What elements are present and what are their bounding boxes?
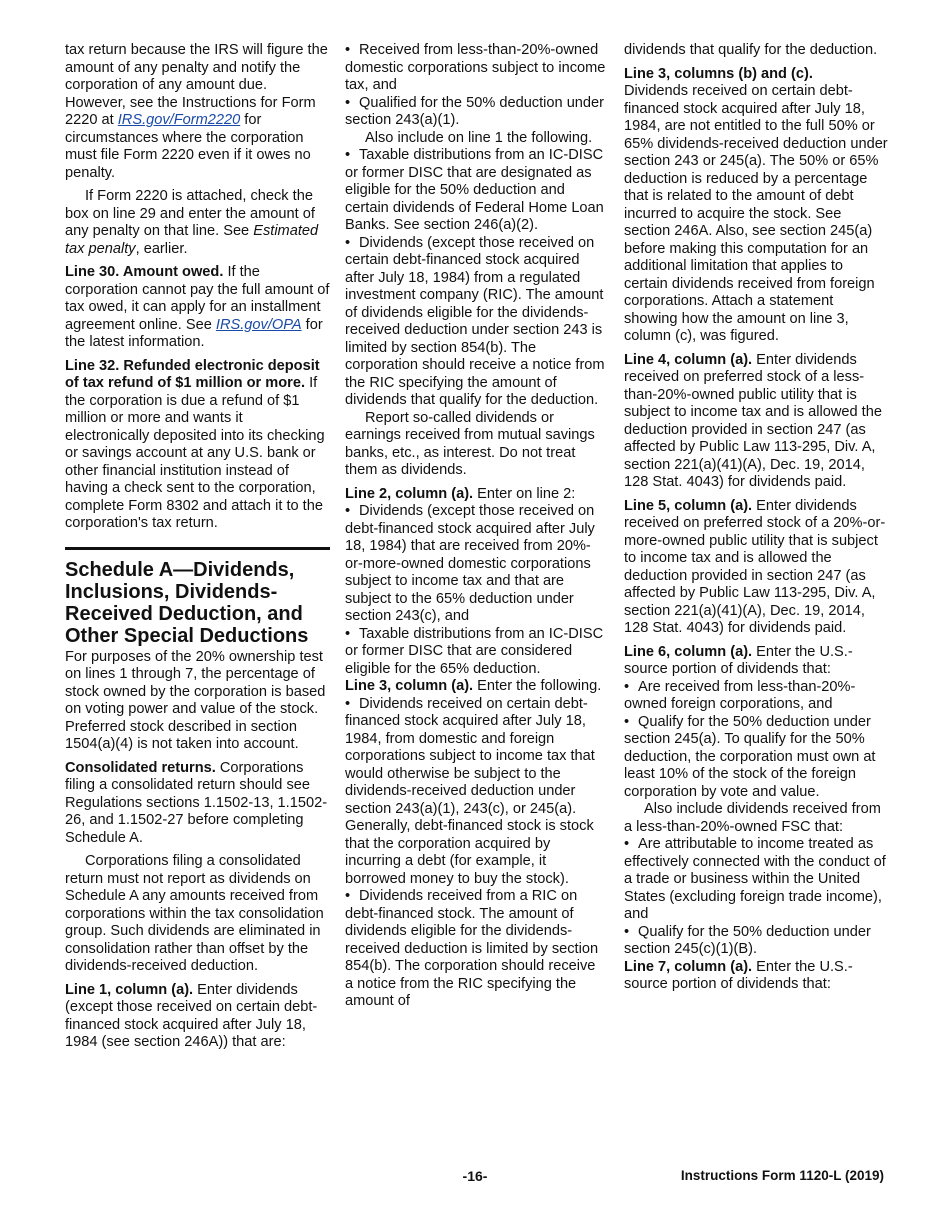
- penalty-paragraph: tax return because the IRS will figure the amount of any penalty and notify the corporation of any amount due. However, see the Instructions for Form 2220 at IRS.gov/Form2220 for circumstances where the corporation must file Form 2220 even if it owes no penalty.: [65, 42, 328, 181]
- line2-paragraph: Line 2, column (a). Enter on line 2:: [345, 485, 576, 502]
- bullet-item: • Dividends received on certain debt-financed stock acquired after July 18, 1984, from domestic and foreign corporations subject to income tax that would otherwise be subject to the dividends-received deduction under section 243(a)(1), 243(c), or 245(a). Generally, debt-financed stock is stock that the corporation acquired by incurring a debt (for example, it borrowed money to buy the stock).: [345, 695, 595, 887]
- bullet-item: • Dividends (except those received on certain debt-financed stock acquired after July 18, 1984) from a regulated investment company (RIC). The amount of dividends eligible for the dividends-received deduction under section 243 is limited by section 854(b). The corporation should receive a notice from the RIC specifying the amount of dividends that qualify for the deduction.: [345, 234, 605, 408]
- bullet-item: • Qualified for the 50% deduction under section 243(a)(1).: [345, 94, 605, 128]
- line7-paragraph: Line 7, column (a). Enter the U.S.-source portion of dividends that:: [624, 958, 853, 992]
- consolidated-heading: Consolidated returns.: [65, 759, 216, 776]
- line5-heading: Line 5, column (a).: [624, 497, 753, 514]
- report-paragraph: Report so-called dividends or earnings received from mutual savings banks, etc., as interest. Do not treat them as dividends.: [345, 409, 595, 478]
- column-2: [345, 42, 607, 1011]
- form2220-link[interactable]: IRS.gov/Form2220: [117, 112, 241, 128]
- line30-paragraph: Line 30. Amount owed. If the corporation cannot pay the full amount of tax owed, it can apply for an installment agreement online. See IRS.gov/OPA for the latest information.: [65, 264, 330, 350]
- line4-paragraph: Line 4, column (a). Enter dividends received on preferred stock of a less-than-20%-owned public utility that is subject to income tax and is allowed the deduction provided in section 247 (as affected by Public Law 113-295, Div. A, section 221(a)(41)(A), Dec. 19, 2014, 128 Stat. 4043) for dividends paid.: [624, 351, 882, 490]
- consolidated-paragraph-2: Corporations filing a consolidated return must not report as dividends on Schedule A any amounts received from corporations within the tax consolidation group. Such dividends are eliminated in consolidation rather than offset by the dividends-received deduction.: [65, 853, 324, 974]
- line3bc-heading: Line 3, columns (b) and (c).: [624, 65, 813, 82]
- line6-paragraph: Line 6, column (a). Enter the U.S.-source portion of dividends that:: [624, 643, 853, 677]
- line1-paragraph: Line 1, column (a). Enter dividends (except those received on certain debt-financed stock acquired after July 18, 1984 (see section 246A)) that are:: [65, 981, 318, 1050]
- line3-paragraph: Line 3, column (a). Enter the following.: [345, 678, 602, 694]
- line5-paragraph: Line 5, column (a). Enter dividends received on preferred stock of a 20%-or-more-owned public utility that is subject to income tax and is allowed the deduction provided in section 247 (as affected by Public Law 113-295, Div. A, section 221(a)(41)(A), Dec. 19, 2014, 128 Stat. 4043) for dividends paid.: [624, 497, 886, 636]
- line2-heading: Line 2, column (a).: [345, 485, 474, 502]
- schedule-a-intro: For purposes of the 20% ownership test on lines 1 through 7, the percentage of stock owned by the corporation is based on voting power and value of the stock. Preferred stock described in section 1504(a)(4) is not taken into account.: [65, 648, 326, 752]
- bullet-item: • Dividends received from a RIC on debt-financed stock. The amount of dividends eligible for the dividends-received deduction is limited by section 854(b). The corporation should receive a notice from the RIC specifying the amount of: [345, 888, 599, 1009]
- line3bc-paragraph: Line 3, columns (b) and (c). Dividends received on certain debt-financed stock acquired after July 18, 1984, are not entitled to the full 50% or 65% dividends-received deduction under section 243 or 245(a). The 50% or 65% deduction is reduced by a percentage that is related to the amount of debt incurred to acquire the stock. See section 246A. Also, see section 245(a) before making this computation for an additional limitation that applies to certain dividends received from foreign corporations. Attach a statement showing how the amount on line 3, column (c), was figured.: [624, 65, 888, 344]
- section-divider: [65, 547, 330, 550]
- line30-heading: Line 30. Amount owed.: [65, 264, 224, 280]
- bullet-item: • Dividends (except those received on debt-financed stock acquired after July 18, 1984) that are received from 20%-or-more-owned domestic corporations subject to income tax and that are subject to the 65% deduction under section 243(c), and: [345, 503, 595, 624]
- continued-paragraph: dividends that qualify for the deduction.: [624, 42, 878, 58]
- line3-heading: Line 3, column (a).: [345, 678, 474, 694]
- bullet-item: • Taxable distributions from an IC-DISC or former DISC that are considered eligible for the 65% deduction.: [345, 625, 604, 677]
- bullet-item: • Received from less-than-20%-owned domestic corporations subject to income tax, and: [345, 42, 606, 93]
- line7-heading: Line 7, column (a).: [624, 958, 753, 975]
- opa-link[interactable]: IRS.gov/OPA: [215, 316, 302, 333]
- also-include-paragraph: Also include on line 1 the following.: [365, 129, 593, 146]
- bullet-item: • Qualify for the 50% deduction under section 245(c)(1)(B).: [624, 923, 871, 957]
- column-3: [624, 42, 888, 1000]
- consolidated-paragraph: Consolidated returns. Corporations filing a consolidated return should see Regulations sections 1.1502-13, 1.1502-26, and 1.1502-27 before completing Schedule A.: [65, 759, 328, 846]
- line4-heading: Line 4, column (a).: [624, 351, 753, 368]
- column-1: [65, 42, 330, 1058]
- bullet-item: • Are attributable to income treated as effectively connected with the conduct of a trade or business within the United States (excluding foreign trade income), and: [624, 836, 886, 922]
- line1-heading: Line 1, column (a).: [65, 981, 194, 998]
- form2220-attached-paragraph: If Form 2220 is attached, check the box on line 29 and enter the amount of any penalty on that line. See Estimated tax penalty, earlier.: [65, 188, 319, 257]
- page-number: -16-: [462, 1168, 488, 1184]
- form-title-footer: Instructions Form 1120-L (2019): [680, 1168, 884, 1183]
- bullet-item: • Qualify for the 50% deduction under section 245(a). To qualify for the 50% deduction, the corporation must own at least 10% of the stock of the foreign corporation by vote and value.: [624, 713, 876, 800]
- also-fsc-paragraph: Also include dividends received from a less-than-20%-owned FSC that:: [624, 801, 881, 835]
- line32-heading: Line 32. Refunded electronic deposit of tax refund of $1 million or more.: [65, 357, 320, 391]
- line6-heading: Line 6, column (a).: [624, 643, 753, 660]
- bullet-item: • Are received from less-than-20%-owned foreign corporations, and: [624, 678, 856, 712]
- line32-paragraph: Line 32. Refunded electronic deposit of tax refund of $1 million or more. If the corporation is due a refund of $1 million or more and wants it electronically deposited into its checking or savings account at any U.S. bank or other financial institution instead of having a check sent to the corporation, complete Form 8302 and attach it to the corporation's tax return.: [65, 357, 325, 531]
- bullet-item: • Taxable distributions from an IC-DISC or former DISC that are designated as eligible for the 50% deduction and certain dividends of Federal Home Loan Banks. See section 246(a)(2).: [345, 147, 604, 233]
- schedule-a-heading: Schedule A—Dividends, Inclusions, Dividends-Received Deduction, and Other Special Deductions: [65, 558, 309, 647]
